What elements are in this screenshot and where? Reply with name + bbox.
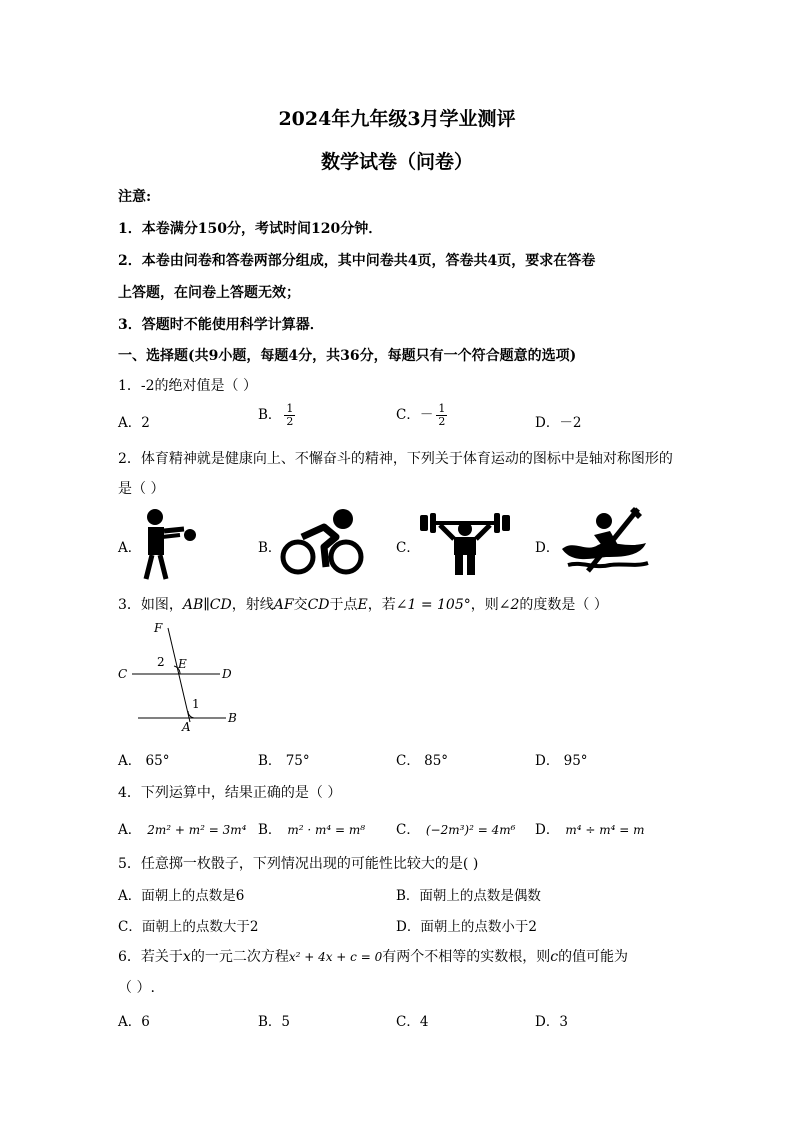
q3-angle1-expr: ∠1 = 105° (395, 597, 471, 613)
notes-heading: 注意: (118, 189, 152, 205)
q3-geometry-figure (116, 618, 246, 734)
q3-stem-text: 于点 (329, 597, 358, 613)
q1-option-c-fraction (436, 403, 447, 428)
q4-option-a-label: A． (118, 822, 142, 838)
q1-option-d: D．－2 (535, 415, 582, 431)
q6-option-d: D．3 (535, 1014, 568, 1030)
q4-option-a-expr: 2m² + m² = 3m⁴ (147, 823, 247, 837)
q2-stem-line2: 是（ ） (118, 481, 165, 497)
note-item-3: 3．答题时不能使用科学计算器． (118, 317, 324, 333)
q3-ray-expr: AF (273, 597, 294, 613)
fraction-denominator: 2 (286, 415, 294, 428)
q4-option-c-label: C． (396, 822, 420, 838)
section1-heading: 一、选择题(共9小题，每题4分，共36分，每题只有一个符合题意的选项) (118, 348, 577, 364)
q6-variable-x: x (182, 949, 191, 965)
label-c: C (118, 667, 128, 681)
q2-option-a: A． (118, 540, 142, 556)
q4-option-d (535, 818, 644, 838)
q5-option-d: D．面朝上的点数小于2 (396, 919, 537, 935)
note-item-2-cont: 上答题，在问卷上答题无效； (118, 285, 300, 301)
q1-option-b-label: B． (258, 407, 282, 423)
q5-stem: 5．任意掷一枚骰子，下列情况出现的可能性比较大的是( ) (118, 856, 479, 872)
note-item-1: 1．本卷满分150分，考试时间120分钟． (118, 221, 383, 237)
q3-stem-prefix: 3．如图， (118, 597, 183, 613)
q2-option-d: D． (535, 540, 560, 556)
q6-stem-line2: （ ）. (118, 980, 155, 996)
q5-option-b: B．面朝上的点数是偶数 (396, 888, 541, 904)
q1-option-c (396, 403, 447, 428)
q1-option-a: A．2 (118, 415, 150, 431)
q3-point-expr: E (357, 597, 368, 613)
q6-stem-prefix: 6．若关于 (118, 949, 183, 965)
q6-stem-text: 的一元二次方程 (190, 949, 289, 965)
q2-option-c: C． (396, 540, 420, 556)
q3-stem-text: ，射线 (231, 597, 274, 613)
fraction-numerator: 1 (438, 402, 446, 415)
q2-option-b: B． (258, 540, 282, 556)
fraction-denominator: 2 (438, 415, 446, 428)
q3-stem-text: 交 (293, 597, 308, 613)
kayaking-icon (558, 505, 652, 577)
q5-option-c: C．面朝上的点数大于2 (118, 919, 259, 935)
q6-stem-text: 有两个不相等的实数根，则 (382, 949, 551, 965)
q3-stem-text: ，则 (470, 597, 499, 613)
q6-stem-line1 (118, 946, 628, 966)
q3-stem (118, 594, 608, 614)
q3-stem-end: 的度数是（ ） (519, 597, 608, 613)
q3-angle2-expr: ∠2 (498, 597, 520, 613)
q4-option-c (396, 818, 515, 838)
label-a: A (182, 720, 191, 734)
label-e: E (178, 657, 187, 671)
fraction-numerator: 1 (286, 402, 294, 415)
label-angle-1: 1 (192, 697, 200, 711)
label-angle-2: 2 (157, 655, 165, 669)
q3-option-d: D． 95° (535, 753, 588, 769)
q1-option-b-fraction (284, 403, 295, 428)
cycling-icon (280, 505, 364, 577)
q1-stem: 1．-2的绝对值是（ ） (118, 378, 257, 394)
q4-option-c-expr: (−2m³)² = 4m⁶ (425, 823, 516, 837)
exam-title: 2024年九年级3月学业测评 (278, 108, 516, 130)
q5-option-a: A．面朝上的点数是6 (118, 888, 245, 904)
label-b: B (228, 711, 237, 725)
q3-parallel-expr: AB∥CD (182, 597, 232, 613)
q4-option-d-label: D． (535, 822, 560, 838)
weightlifting-icon (418, 505, 512, 577)
q4-option-d-expr: m⁴ ÷ m⁴ = m (565, 823, 645, 837)
q3-segment-expr: CD (307, 597, 330, 613)
label-f: F (154, 621, 163, 635)
label-d: D (222, 667, 232, 681)
note-item-2: 2．本卷由问卷和答卷两部分组成，其中问卷共4页，答卷共4页，要求在答卷 (118, 253, 596, 269)
q3-option-b: B． 75° (258, 753, 310, 769)
exam-subtitle: 数学试卷（问卷） (320, 151, 473, 173)
q6-variable-c: c (550, 949, 559, 965)
q3-stem-text: ，若 (367, 597, 396, 613)
q1-option-c-label: C．－ (396, 407, 434, 423)
q4-option-b-label: B． (258, 822, 282, 838)
q4-option-b-expr: m² · m⁴ = m⁸ (287, 823, 366, 837)
q6-stem-end: 的值可能为 (558, 949, 629, 965)
q4-option-a (118, 818, 246, 838)
q2-stem-line1: 2．体育精神就是健康向上、不懈奋斗的精神，下列关于体育运动的图标中是轴对称图形的 (118, 451, 673, 467)
q6-equation: x² + 4x + c = 0 (288, 950, 383, 964)
q3-option-a: A． 65° (118, 753, 170, 769)
q1-option-b (258, 403, 295, 428)
q6-option-a: A．6 (118, 1014, 150, 1030)
q4-option-b (258, 818, 365, 838)
q6-option-c: C．4 (396, 1014, 429, 1030)
q3-option-c: C． 85° (396, 753, 449, 769)
boxing-icon (138, 505, 202, 583)
q4-stem: 4．下列运算中，结果正确的是（ ） (118, 785, 342, 801)
q6-option-b: B．5 (258, 1014, 291, 1030)
